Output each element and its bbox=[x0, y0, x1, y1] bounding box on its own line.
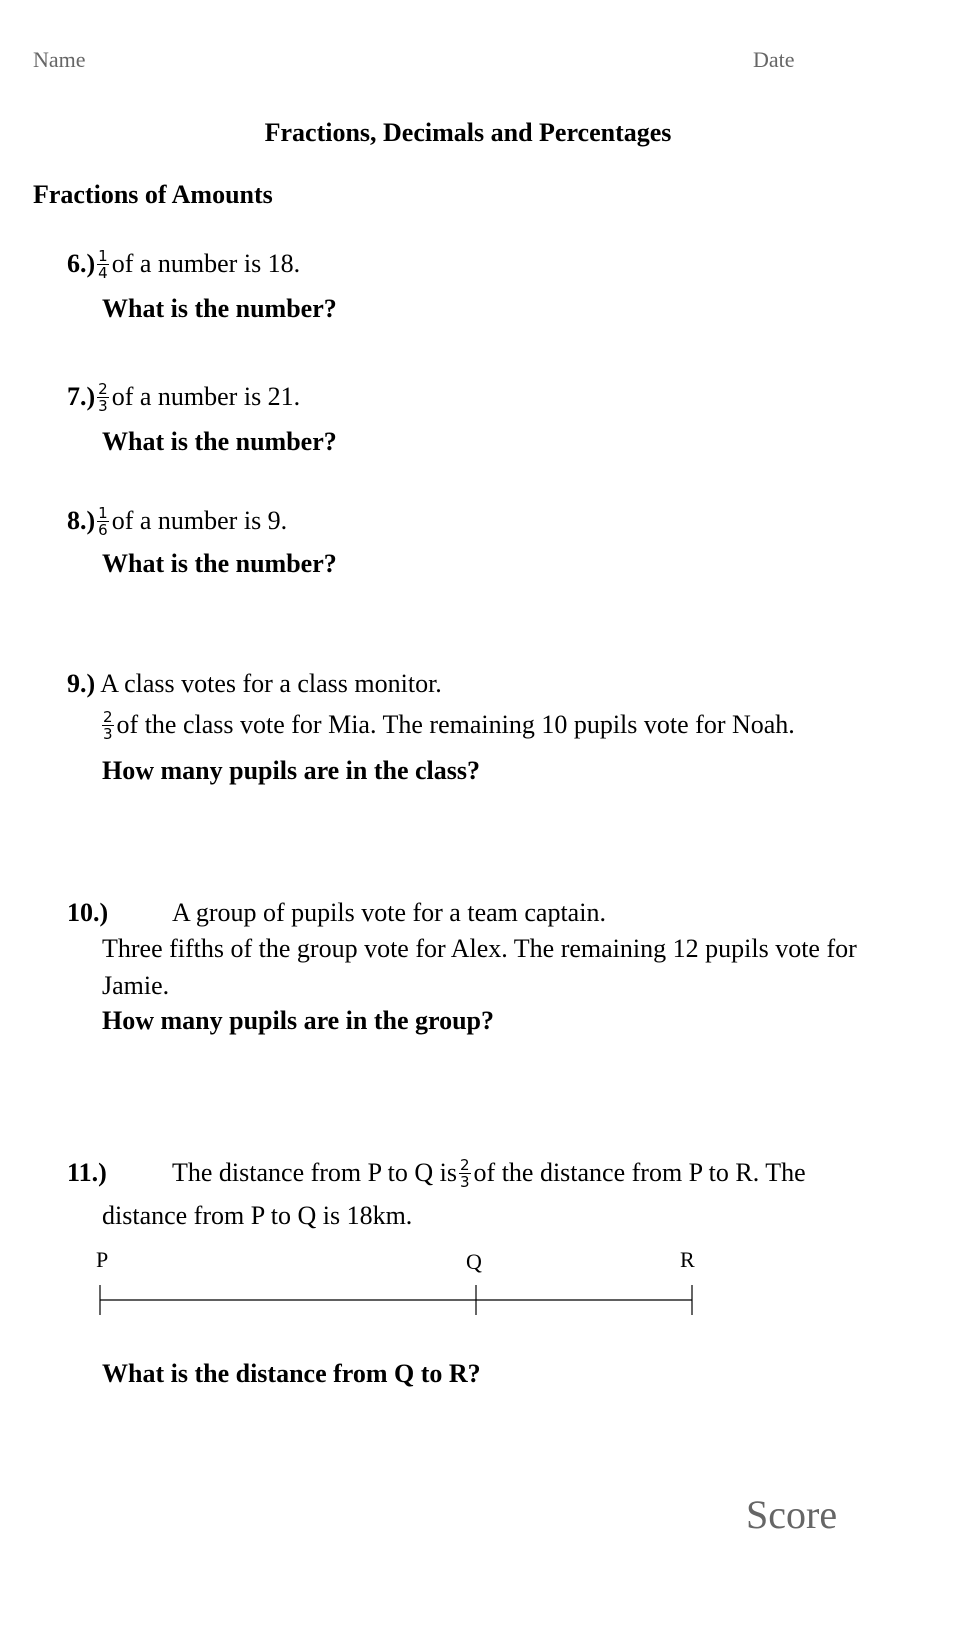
section-heading: Fractions of Amounts bbox=[33, 180, 273, 209]
fraction-denominator: 6 bbox=[98, 520, 108, 539]
question-7 bbox=[67, 381, 300, 416]
question-6 bbox=[67, 248, 300, 283]
question-number: 7.) bbox=[67, 382, 96, 411]
point-label-q: Q bbox=[466, 1249, 482, 1274]
fraction bbox=[459, 1157, 471, 1190]
question-10-prompt: How many pupils are in the group? bbox=[102, 1006, 495, 1035]
question-text: of a number is 9. bbox=[111, 506, 288, 535]
question-8 bbox=[67, 505, 287, 540]
question-10-line1: A group of pupils vote for a team captain. bbox=[172, 898, 606, 927]
question-10-line2: Three fifths of the group vote for Alex. The remaining 12 pupils vote for bbox=[102, 934, 857, 963]
question-7-prompt: What is the number? bbox=[102, 427, 337, 456]
fraction-numerator: 2 bbox=[98, 379, 108, 398]
question-6-prompt: What is the number? bbox=[102, 294, 337, 323]
score-label: Score bbox=[746, 1492, 838, 1537]
name-label: Name bbox=[33, 47, 86, 72]
question-number: 9.) bbox=[67, 669, 96, 698]
question-9 bbox=[67, 668, 442, 700]
page-title: Fractions, Decimals and Percentages bbox=[264, 118, 672, 147]
question-text: of the class vote for Mia. The remaining 10 pupils vote for Noah. bbox=[116, 710, 795, 739]
question-text: A class votes for a class monitor. bbox=[100, 669, 442, 698]
point-label-p: P bbox=[96, 1247, 109, 1272]
question-10-line3: Jamie. bbox=[102, 971, 170, 1000]
question-11-number: 11.) bbox=[67, 1158, 107, 1187]
fraction bbox=[97, 248, 109, 281]
question-10-number: 10.) bbox=[67, 898, 109, 927]
fraction-denominator: 3 bbox=[103, 724, 113, 743]
question-number: 6.) bbox=[67, 249, 96, 278]
question-text: The distance from P to Q is bbox=[172, 1158, 457, 1187]
question-9-prompt: How many pupils are in the class? bbox=[102, 756, 481, 785]
fraction-denominator: 4 bbox=[98, 263, 108, 282]
question-text: of a number is 18. bbox=[111, 249, 301, 278]
date-label: Date bbox=[753, 47, 795, 72]
fraction-denominator: 3 bbox=[459, 1172, 470, 1191]
fraction-numerator: 2 bbox=[459, 1155, 470, 1174]
fraction bbox=[97, 505, 109, 538]
question-8-prompt: What is the number? bbox=[102, 549, 337, 578]
distance-diagram bbox=[90, 1280, 710, 1320]
question-text: of a number is 21. bbox=[111, 382, 301, 411]
fraction-denominator: 3 bbox=[98, 396, 108, 415]
fraction-numerator: 2 bbox=[103, 707, 113, 726]
point-label-r: R bbox=[680, 1247, 695, 1272]
question-11-line1 bbox=[172, 1157, 806, 1192]
question-number: 8.) bbox=[67, 506, 96, 535]
question-9-line2 bbox=[100, 709, 795, 744]
question-11-line2: distance from P to Q is 18km. bbox=[102, 1201, 413, 1230]
fraction-numerator: 1 bbox=[98, 503, 108, 522]
fraction bbox=[102, 709, 114, 742]
question-text: of the distance from P to R. The bbox=[473, 1158, 806, 1187]
fraction bbox=[97, 381, 109, 414]
fraction-numerator: 1 bbox=[98, 246, 108, 265]
question-11-prompt: What is the distance from Q to R? bbox=[102, 1359, 481, 1388]
